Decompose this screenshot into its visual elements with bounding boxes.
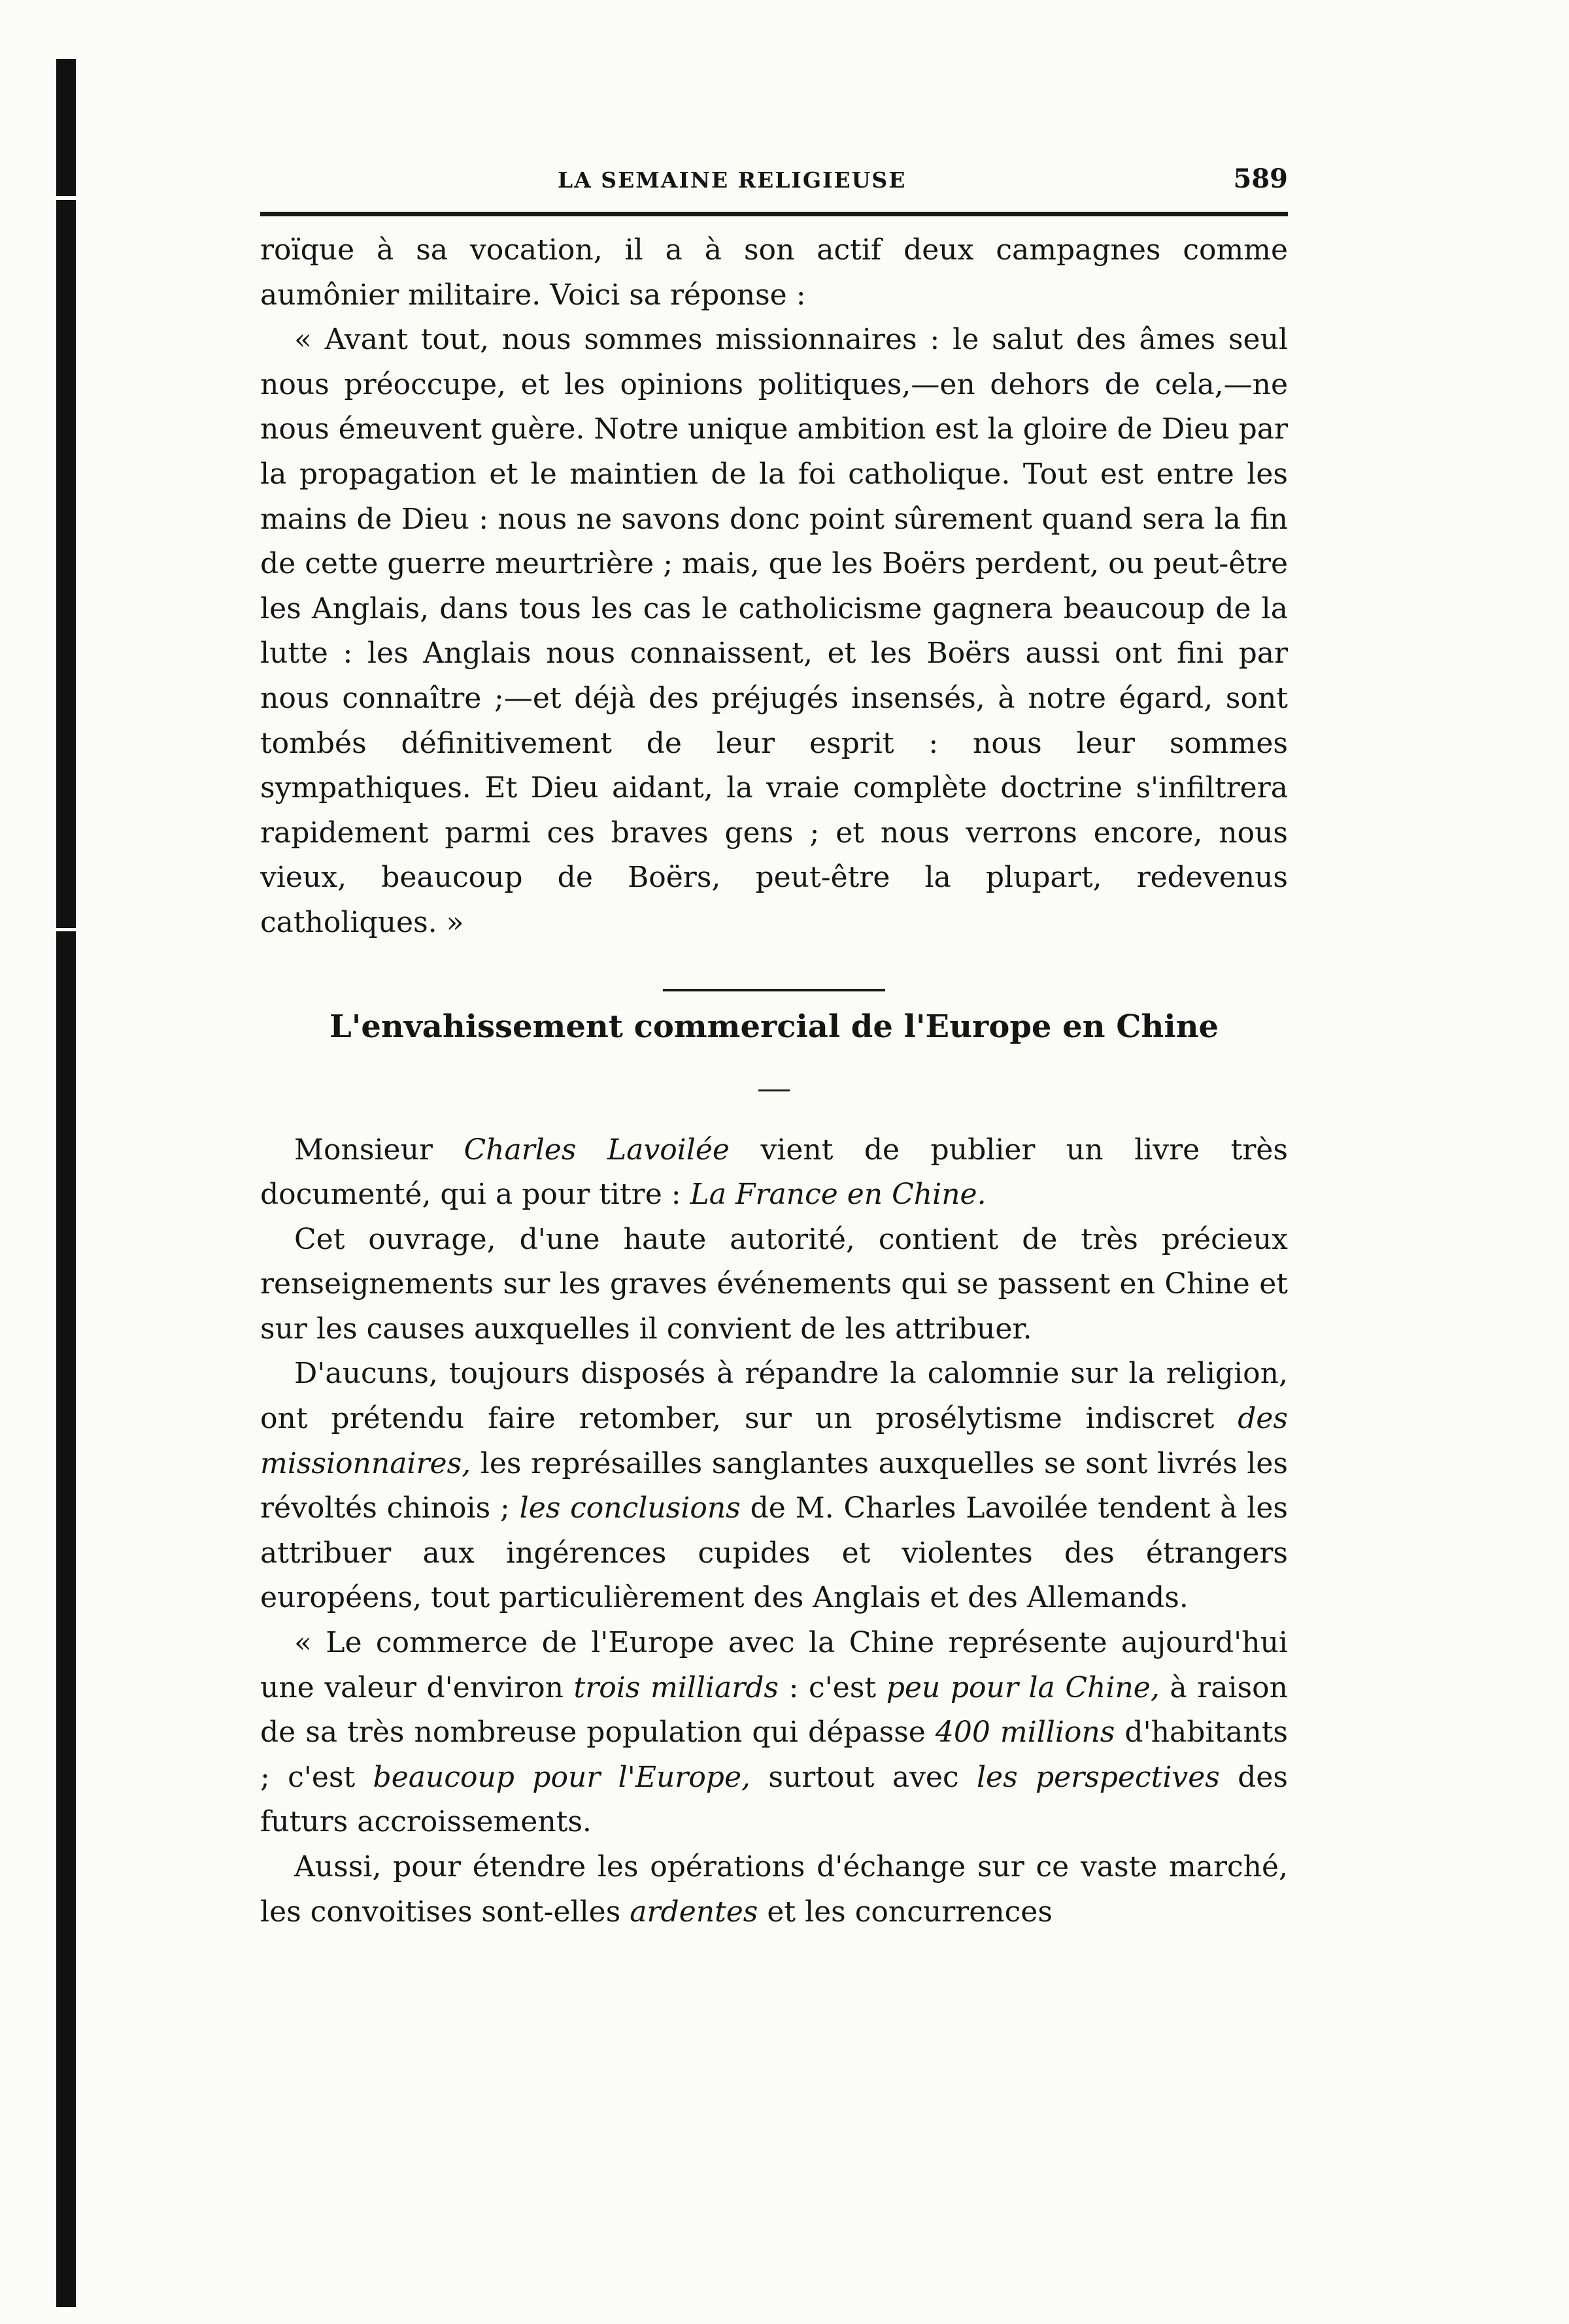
paragraph: D'aucuns, toujours disposés à répandre la calomnie sur la religion, ont prétendu faire retomber, sur un prosélytisme indiscret des missionnaires, les représailles sanglantes auxquelles se sont livrés les révoltés chinois ; les conclusions de M. Charles Lavoilée tendent à les attribuer aux ingérences cupides et violentes des étrangers européens, tout particulièrement des Anglais et des Allemands. xyxy=(260,1357,1288,1615)
journal-title: LA SEMAINE RELIGIEUSE xyxy=(558,167,907,193)
body-text xyxy=(260,228,1288,1934)
paragraph: roïque à sa vocation, il a à son actif deux campagnes comme aumônier militaire. Voici sa réponse : xyxy=(260,233,1288,312)
heading-dash xyxy=(758,1089,790,1091)
paragraph-quote: « Le commerce de l'Europe avec la Chine représente aujourd'hui une valeur d'environ trois milliards : c'est peu pour la Chine, à raison de sa très nombreuse population qui dépasse 400 millions d'habitants ; c'est beaucoup pour l'Europe, surtout avec les perspectives des futurs accroissements. xyxy=(260,1626,1289,1839)
section-rule xyxy=(663,989,885,991)
book-page xyxy=(260,163,1288,1934)
paragraph-quote: « Avant tout, nous sommes missionnaires : le salut des âmes seul nous préoccupe, et les opinions politiques,—en dehors de cela,—ne nous émeuvent guère. Notre unique ambition est la gloire de Dieu par la propagation et le maintien de la foi catholique. Tout est entre les mains de Dieu : nous ne savons donc point sûrement quand sera la fin de cette guerre meurtrière ; mais, que les Boërs perdent, ou peut-être les Anglais, dans tous les cas le catholicisme gagnera beaucoup de la lutte : les Anglais nous connaissent, et les Boërs aussi ont fini par nous connaître ;—et déjà des préjugés insensés, à notre égard, sont tombés définitivement de leur esprit : nous leur sommes sympathiques. Et Dieu aidant, la vraie complète doctrine s'infiltrera rapidement parmi ces braves gens ; et nous verrons encore, nous vieux, beaucoup de Boërs, peut-être la plupart, redevenus catholiques. » xyxy=(260,323,1288,939)
binding-edge-gap xyxy=(56,196,76,200)
paragraph: Aussi, pour étendre les opérations d'échange sur ce vaste marché, les convoitises sont-elles ardentes et les concurrences xyxy=(260,1850,1288,1929)
paragraph: Monsieur Charles Lavoilée vient de publier un livre très documenté, qui a pour titre : La France en Chine. xyxy=(260,1133,1288,1212)
page-number: 589 xyxy=(1233,163,1288,194)
paragraph: Cet ouvrage, d'une haute autorité, contient de très précieux renseignements sur les graves événements qui se passent en Chine et sur les causes auxquelles il convient de les attribuer. xyxy=(260,1222,1288,1346)
running-head xyxy=(260,163,1288,216)
binding-edge xyxy=(56,59,76,2307)
binding-edge-gap xyxy=(56,928,76,931)
section-heading: L'envahissement commercial de l'Europe en Chine xyxy=(329,1008,1219,1045)
